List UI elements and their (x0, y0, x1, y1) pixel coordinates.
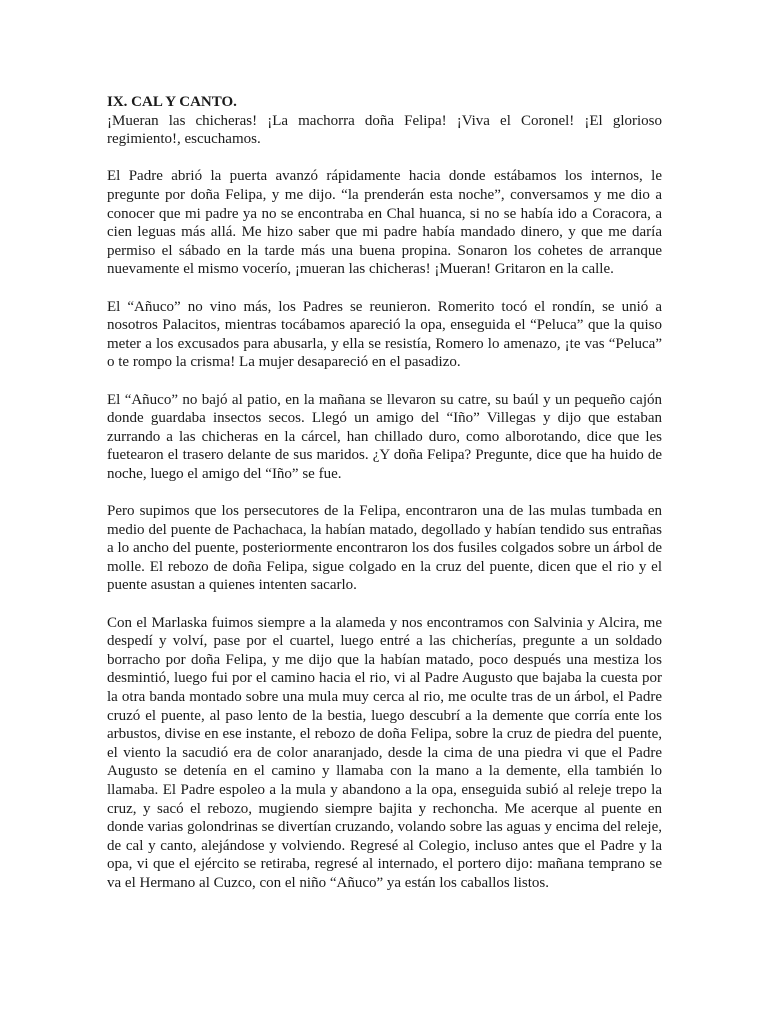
document-page (107, 93, 662, 911)
paragraph-1: ¡Mueran las chicheras! ¡La machorra doña Felipa! ¡Viva el Coronel! ¡El glorioso regimiento!, escuchamos. (107, 112, 662, 148)
paragraph-2: El Padre abrió la puerta avanzó rápidamente hacia donde estábamos los internos, le pregunte por doña Felipa, y me dijo. “la prenderán esta noche”, conversamos y me dio a conocer que mi padre ya no se encontraba en Chal huanca, si no se había ido a Coracora, a cien leguas más allá. Me hizo saber que mi padre había mandado dinero, y que me daría permiso el sábado en la tarde más una buena propina. Sonaron los cohetes de arranque nuevamente el mismo vocerío, ¡mueran las chicheras! ¡Mueran! Gritaron en la calle. (107, 168, 662, 278)
paragraph-6: Con el Marlaska fuimos siempre a la alameda y nos encontramos con Salvinia y Alcira, me despedí y volví, pase por el cuartel, luego entré a las chicherías, pregunte a un soldado borracho por doña Felipa, y me dijo que la habían matado, poco después una mestiza los desmintió, luego fui por el camino hacia el rio, vi al Padre Augusto que bajaba la cuesta por la otra banda montado sobre una mula muy cerca al rio, me oculte tras de un árbol, el Padre cruzó el puente, al paso lento de la bestia, luego descubrí a la demente que corría ente los arbustos, divise en ese instante, el rebozo de doña Felipa, sobre la cruz de piedra del puente, el viento la sacudió era de color anaranjado, desde la cima de una piedra vi que el Padre Augusto se detenía en el camino y llamaba con la mano a la demente, ella también lo llamaba. El Padre espoleo a la mula y abandono a la opa, enseguida subió al releje trepo la cruz, y sacó el rebozo, mugiendo siempre bajita y rechoncha. Me acerque al puente en donde varias golondrinas se divertían cruzando, volando sobre las aguas y encima del releje, de cal y canto, alejándose y volviendo. Regresé al Colegio, incluso antes que el Padre y la opa, vi que el ejército se retiraba, regresé al internado, el portero dijo: mañana temprano se va el Hermano al Cuzco, con el niño “Añuco” ya están los caballos listos. (107, 614, 662, 891)
paragraph-3: El “Añuco” no vino más, los Padres se reunieron. Romerito tocó el rondín, se unió a nosotros Palacitos, mientras tocábamos apareció la opa, enseguida el “Peluca” que la quiso meter a los excusados para abusarla, y ella se resistía, Romero lo amenazo, ¡te vas “Peluca” o te rompo la crisma! La mujer desapareció en el pasadizo. (107, 298, 662, 371)
chapter-title: IX. CAL Y CANTO. (107, 94, 237, 110)
paragraph-5: Pero supimos que los persecutores de la Felipa, encontraron una de las mulas tumbada en medio del puente de Pachachaca, la habían matado, degollado y habían tendido sus entrañas a lo ancho del puente, posteriormente encontraron los dos fusiles colgados sobre un árbol de molle. El rebozo de doña Felipa, sigue colgado en la cruz del puente, dicen que el rio y el puente asustan a quienes intenten sacarlo. (107, 503, 662, 594)
paragraph-4: El “Añuco” no bajó al patio, en la mañana se llevaron su catre, su baúl y un pequeño cajón donde guardaba insectos secos. Llegó un amigo del “Iño” Villegas y dijo que estaban zurrando a las chicheras en la cárcel, han chillado duro, como alborotando, dice que les fuetearon el trasero delante de sus maridos. ¿Y doña Felipa? Pregunte, dice que ha huido de noche, luego el amigo del “Iño” se fue. (107, 391, 662, 482)
